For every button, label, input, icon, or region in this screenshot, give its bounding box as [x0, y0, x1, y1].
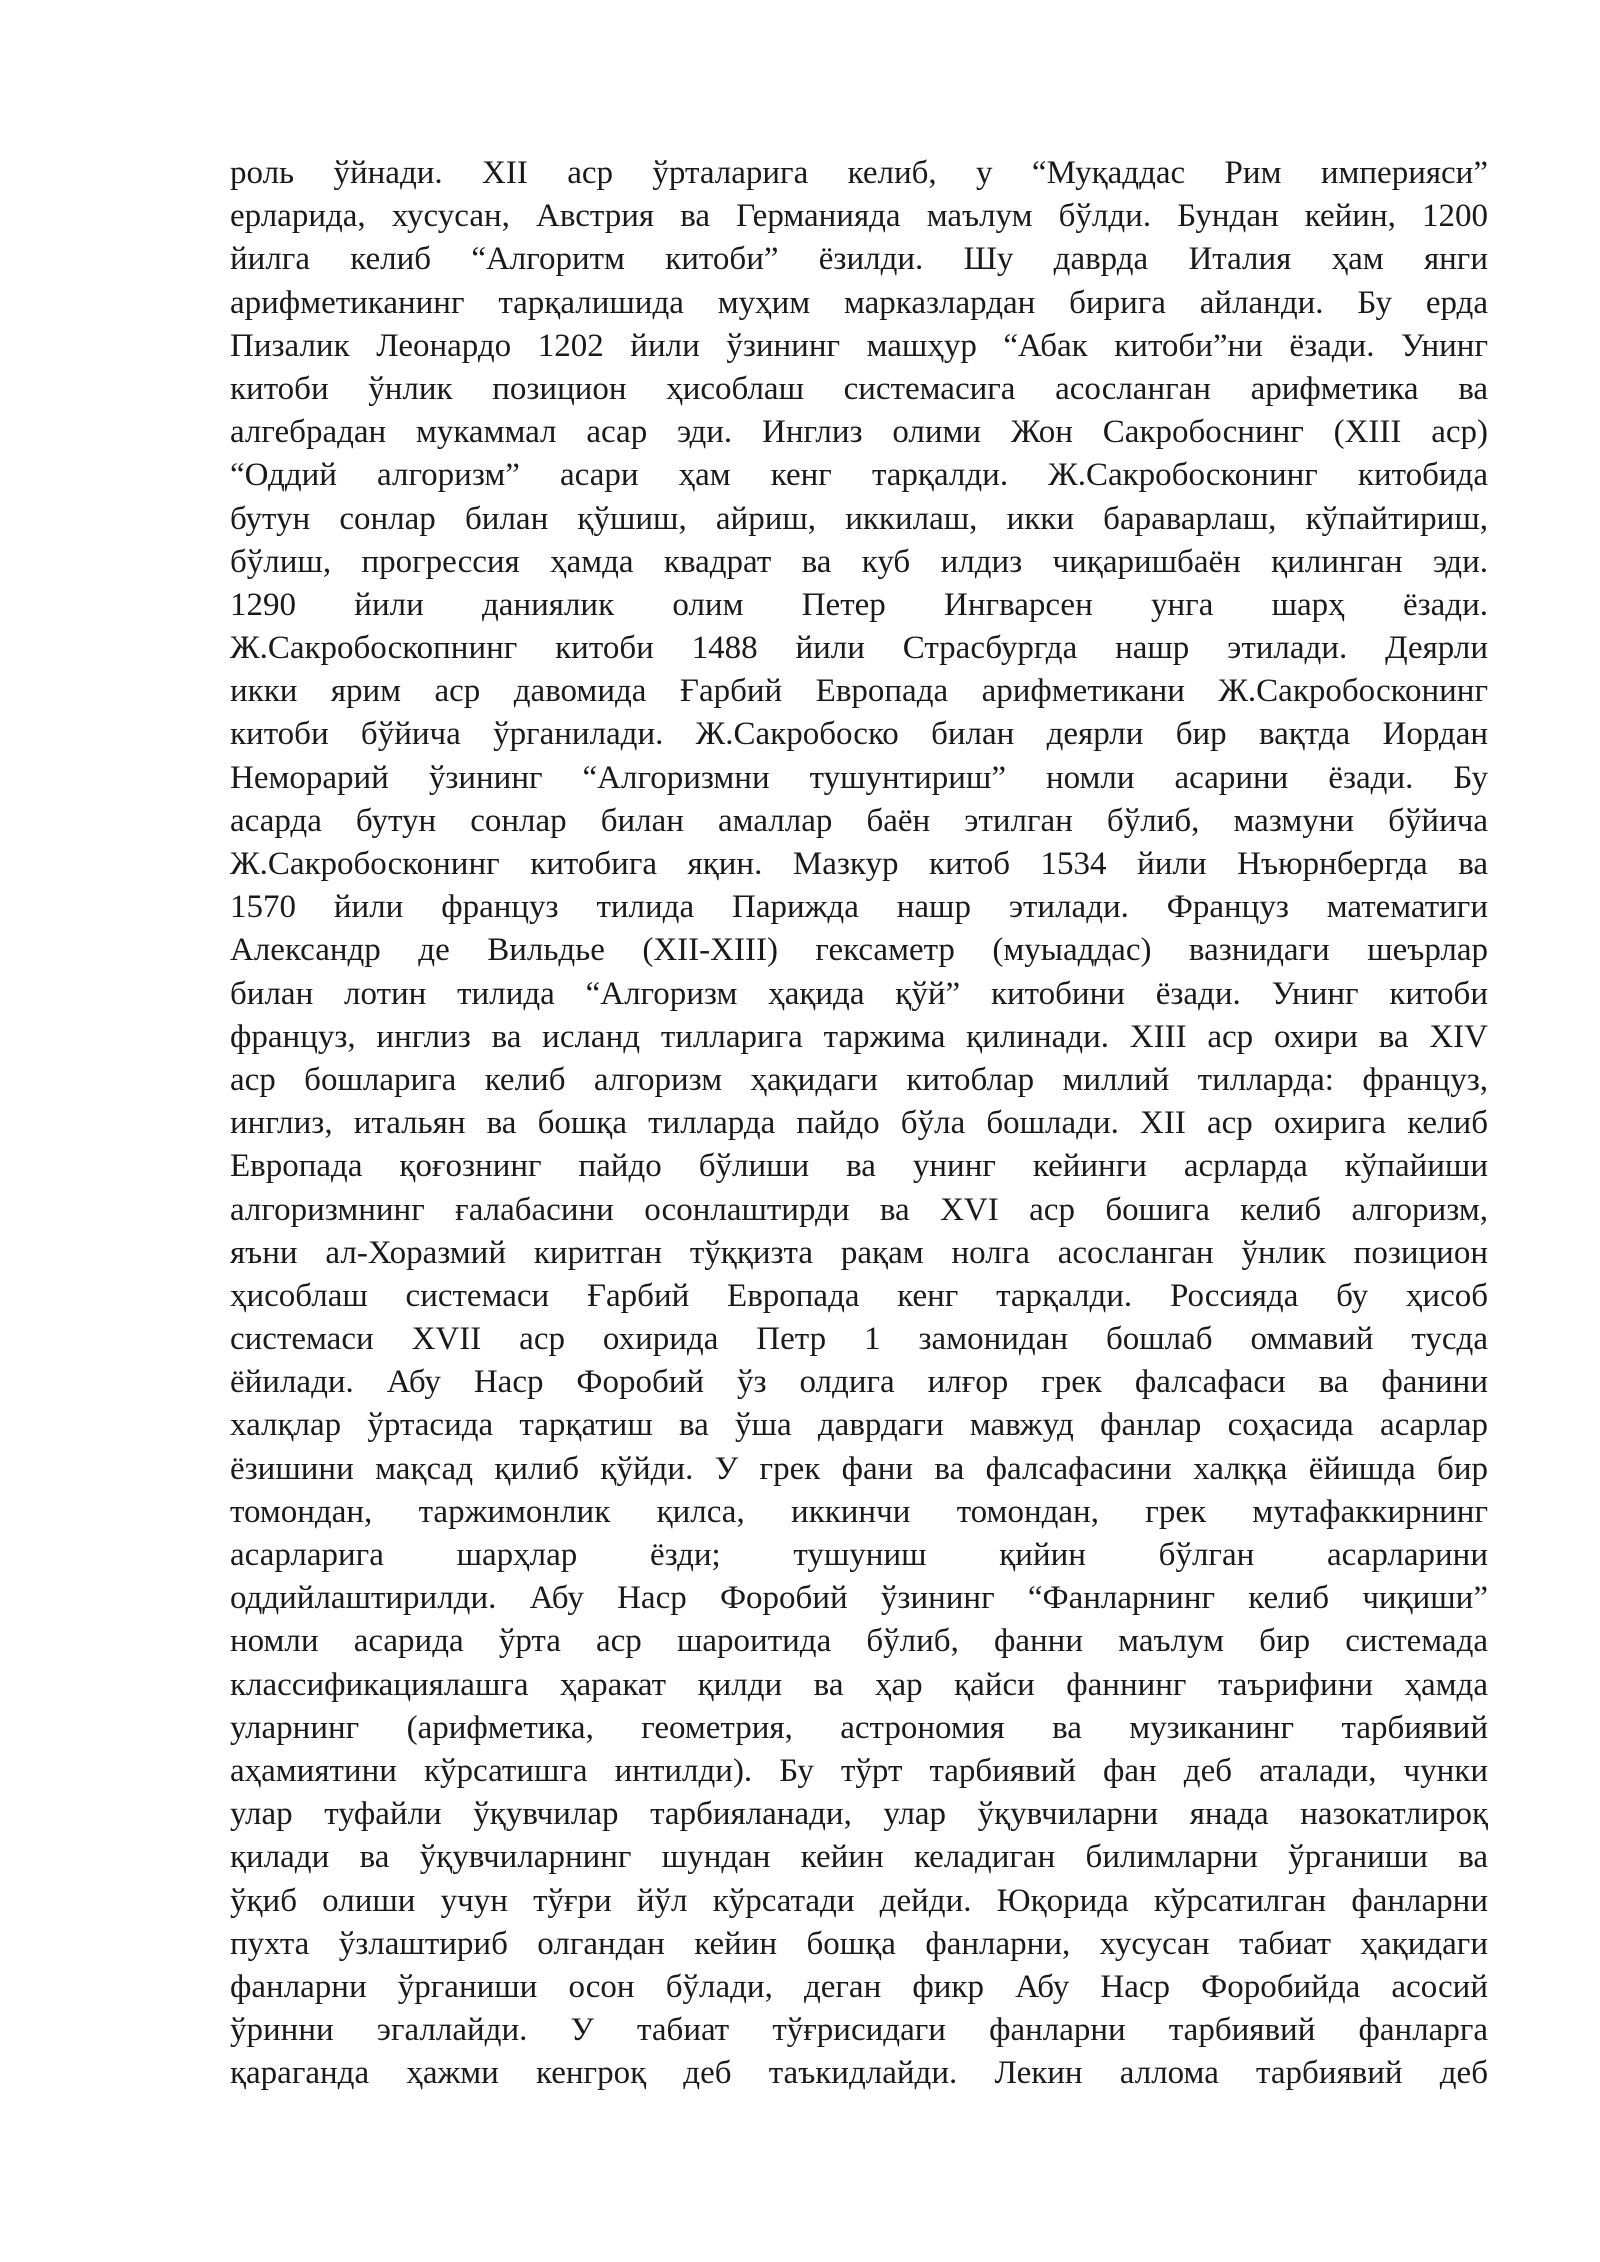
text-line: Пизалик Леонардо 1202 йили ўзининг машҳур “Абак китоби”ни ёзади. Унинг	[230, 327, 1488, 364]
text-line: 1570 йили француз тилида Парижда нашр этилади. Француз математиги	[230, 889, 1488, 926]
text-line: номли асарида ўрта аср шароитида бўлиб, фанни маълум бир системада	[230, 1623, 1488, 1660]
text-line: 1290 йили даниялик олим Петер Ингварсен унга шарҳ ёзади.	[230, 586, 1488, 623]
text-line: Европада қоғознинг пайдо бўлиши ва унинг кейинги асрларда кўпайиши	[230, 1148, 1488, 1185]
text-line: Ж.Сакробоскопнинг китоби 1488 йили Страсбургда нашр этилади. Деярли	[230, 630, 1488, 667]
text-line: китоби ўнлик позицион ҳисоблаш системасига асосланган арифметика ва	[230, 370, 1488, 407]
text-line: Ж.Сакробосконинг китобига яқин. Мазкур китоб 1534 йили Нъюрнбергда ва	[230, 846, 1488, 882]
text-line: фанларни ўрганиши осон бўлади, деган фикр Абу Наср Форобийда асосий	[230, 1968, 1488, 2005]
text-line: аср бошларига келиб алгоризм ҳақидаги китоблар миллий тилларда: француз,	[230, 1061, 1488, 1098]
text-line: қараганда ҳажми кенгроқ деб таъкидлайди. Лекин аллома тарбиявий деб	[230, 2055, 1488, 2092]
text-line: ёйилади. Абу Наср Форобий ўз олдига илғор грек фалсафаси ва фанини	[230, 1364, 1488, 1401]
text-line: уларнинг (арифметика, геометрия, астрономия ва музиканинг тарбиявий	[230, 1709, 1488, 1746]
text-line: китоби бўйича ўрганилади. Ж.Сакробоско билан деярли бир вақтда Иордан	[230, 716, 1488, 753]
text-line: томондан, таржимонлик қилса, иккинчи томондан, грек мутафаккирнинг	[230, 1493, 1488, 1530]
text-line: асарда бутун сонлар билан амаллар баён этилган бўлиб, мазмуни бўйича	[230, 802, 1488, 839]
body-text	[230, 152, 1488, 2095]
text-line: асарларига шарҳлар ёзди; тушуниш қийин бўлган асарларини	[230, 1537, 1488, 1573]
text-line: улар туфайли ўқувчилар тарбияланади, улар ўқувчиларни янада назокатлироқ	[230, 1796, 1488, 1833]
text-line: классификациялашга ҳаракат қилди ва ҳар қайси фаннинг таърифини ҳамда	[230, 1666, 1488, 1703]
text-line: Александр де Вильдье (XII-XIII) гексаметр (муыаддас) вазнидаги шеърлар	[230, 932, 1488, 969]
text-line: халқлар ўртасида тарқатиш ва ўша даврдаги мавжуд фанлар соҳасида асарлар	[230, 1407, 1488, 1444]
text-line: яъни ал-Хоразмий киритган тўққизта рақам нолга асосланган ўнлик позицион	[230, 1234, 1488, 1271]
text-line: аҳамиятини кўрсатишга интилди). Бу тўрт тарбиявий фан деб аталади, чунки	[230, 1752, 1488, 1789]
text-line: системаси XVII аср охирида Петр 1 замонидан бошлаб оммавий тусда	[230, 1321, 1488, 1358]
text-line: арифметиканинг тарқалишида муҳим марказлардан бирига айланди. Бу ерда	[230, 284, 1488, 321]
text-line: ерларида, хусусан, Австрия ва Германияда маълум бўлди. Бундан кейин, 1200	[230, 198, 1488, 235]
text-line: Неморарий ўзининг “Алгоризмни тушунтириш” номли асарини ёзади. Бу	[230, 759, 1488, 796]
text-line: ҳисоблаш системаси Ғарбий Европада кенг тарқалди. Россияда бу ҳисоб	[230, 1277, 1488, 1314]
text-line: йилга келиб “Алгоритм китоби” ёзилди. Шу даврда Италия ҳам янги	[230, 241, 1488, 278]
text-line: билан лотин тилида “Алгоризм ҳақида қўй” китобини ёзади. Унинг китоби	[230, 975, 1488, 1012]
text-line: қилади ва ўқувчиларнинг шундан кейин келадиган билимларни ўрганиши ва	[230, 1839, 1488, 1876]
text-line: роль ўйнади. XII аср ўрталарига келиб, у “Муқаддас Рим империяси”	[230, 155, 1488, 191]
text-line: ёзишини мақсад қилиб қўйди. У грек фани ва фалсафасини халққа ёйишда бир	[230, 1450, 1488, 1487]
text-line: “Оддий алгоризм” асари ҳам кенг тарқалди. Ж.Сакробосконинг китобида	[230, 457, 1488, 494]
text-line: алгебрадан мукаммал асар эди. Инглиз олими Жон Сакробоснинг (XIII аср)	[230, 414, 1488, 451]
text-line: ўқиб олиши учун тўғри йўл кўрсатади дейди. Юқорида кўрсатилган фанларни	[230, 1882, 1488, 1919]
text-line: икки ярим аср давомида Ғарбий Европада арифметикани Ж.Сакробосконинг	[230, 673, 1488, 710]
text-line: бутун сонлар билан қўшиш, айриш, иккилаш, икки бараварлаш, кўпайтириш,	[230, 500, 1488, 537]
text-line: алгоризмнинг ғалабасини осонлаштирди ва XVI аср бошига келиб алгоризм,	[230, 1191, 1488, 1228]
text-line: бўлиш, прогрессия ҳамда квадрат ва куб илдиз чиқаришбаён қилинган эди.	[230, 543, 1488, 580]
text-line: пухта ўзлаштириб олгандан кейин бошқа фанларни, хусусан табиат ҳақидаги	[230, 1925, 1488, 1962]
text-line: инглиз, итальян ва бошқа тилларда пайдо бўла бошлади. XII аср охирига келиб	[230, 1105, 1488, 1142]
text-line: ўринни эгаллайди. У табиат тўғрисидаги фанларни тарбиявий фанларга	[230, 2012, 1488, 2049]
text-line: француз, инглиз ва исланд тилларига таржима қилинади. XIII аср охири ва XIV	[230, 1018, 1488, 1055]
text-line: оддийлаштирилди. Абу Наср Форобий ўзининг “Фанларнинг келиб чиқиши”	[230, 1580, 1488, 1617]
